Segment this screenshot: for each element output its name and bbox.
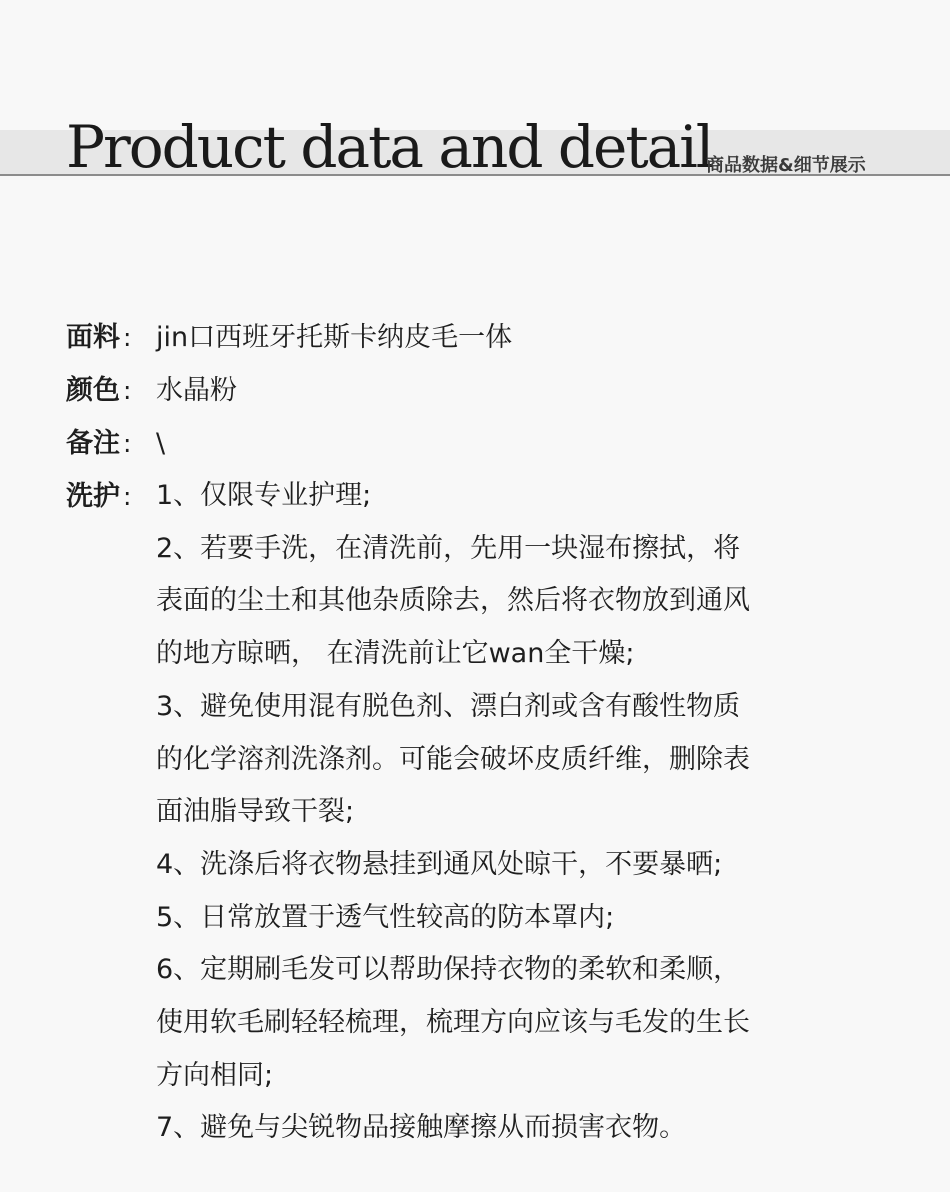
spec-colon: : — [123, 482, 132, 511]
spec-label-care — [66, 470, 156, 523]
page-title: Product data and detail — [66, 113, 713, 181]
care-line: 4、洗涤后将衣物悬挂到通风处晾干，不要暴晒; — [156, 848, 723, 880]
spec-label-fabric — [66, 311, 156, 364]
spec-row-color — [66, 364, 866, 417]
care-line: 5、日常放置于透气性较高的防本罩内; — [156, 901, 615, 933]
page-subtitle: 商品数据&细节展示 — [706, 155, 866, 176]
spec-label-text: 面料 — [66, 322, 120, 353]
spec-label-note — [66, 417, 156, 470]
care-line: 7、避免与尖锐物品接触摩擦从而损害衣物。 — [156, 1112, 687, 1144]
spec-value-fabric: jin口西班牙托斯卡纳皮毛一体 — [156, 322, 513, 353]
care-line: 的化学溶剂洗涤剂。可能会破坏皮质纤维，删除表 — [156, 743, 750, 775]
spec-colon: : — [123, 429, 132, 458]
care-line: 2、若要手洗，在清洗前，先用一块湿布擦拭，将 — [156, 532, 741, 564]
spec-label-color — [66, 364, 156, 417]
care-line: 3、避免使用混有脱色剂、漂白剂或含有酸性物质 — [156, 690, 741, 722]
spec-row-note — [66, 417, 866, 470]
spec-label-text: 洗护 — [66, 481, 120, 512]
care-instructions — [156, 470, 866, 1155]
care-line: 表面的尘土和其他杂质除去，然后将衣物放到通风 — [156, 585, 750, 617]
spec-value-color: 水晶粉 — [156, 375, 237, 406]
care-line: 方向相同; — [156, 1059, 274, 1091]
care-line: 使用软毛刷轻轻梳理，梳理方向应该与毛发的生长 — [156, 1007, 750, 1039]
spec-colon: : — [123, 376, 132, 405]
care-line: 6、定期刷毛发可以帮助保持衣物的柔软和柔顺， — [156, 954, 741, 986]
spec-value-note: \ — [156, 428, 166, 459]
product-spec-list — [66, 311, 866, 1155]
care-line: 的地方晾晒， 在清洗前让它wan全干燥; — [156, 638, 635, 670]
spec-row-fabric — [66, 311, 866, 364]
care-line: 面油脂导致干裂; — [156, 796, 355, 828]
spec-label-text: 颜色 — [66, 375, 120, 406]
spec-colon: : — [123, 323, 132, 352]
care-line: 1、仅限专业护理; — [156, 480, 372, 511]
spec-label-text: 备注 — [66, 428, 120, 459]
spec-row-care — [66, 470, 866, 1155]
